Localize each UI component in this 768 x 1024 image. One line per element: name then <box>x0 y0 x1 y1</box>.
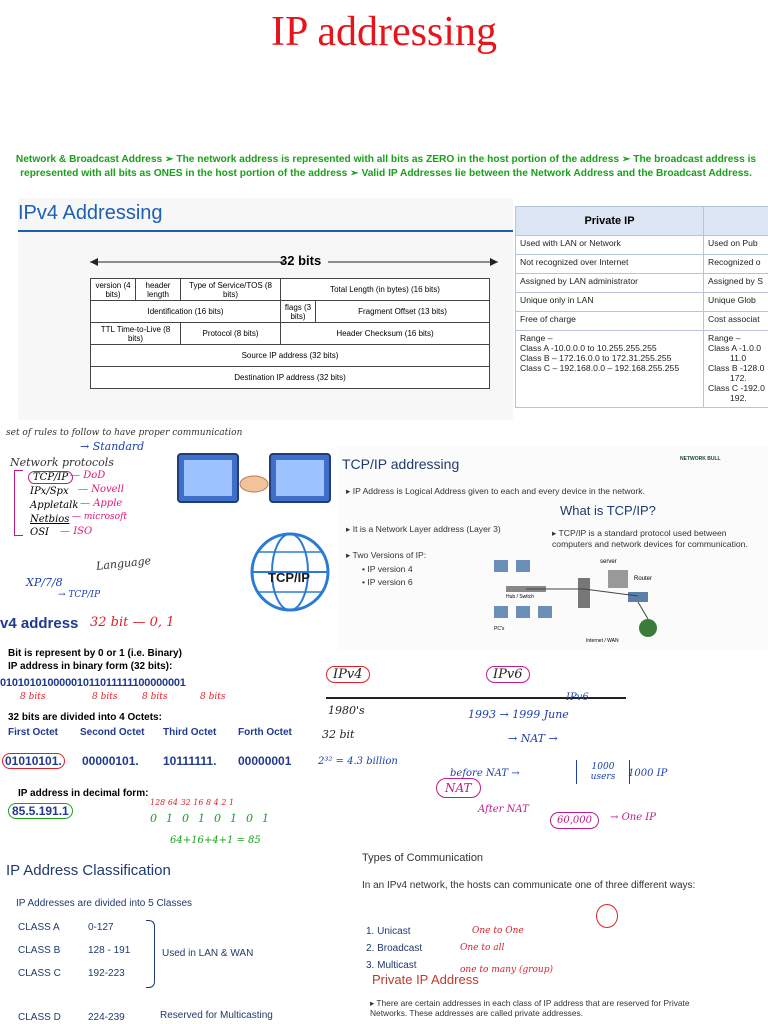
place-value: 1 <box>228 798 235 807</box>
range-line: 192. <box>730 393 747 403</box>
binary-line: Bit is represent by 0 or 1 (i.e. Binary) <box>8 648 182 659</box>
owner-label: — Novell <box>78 484 124 495</box>
tcpip-illustration <box>172 432 340 612</box>
ipv6-top-note: IPv6 <box>566 692 589 703</box>
before-nat-note: before NAT → <box>450 768 520 779</box>
owner-label: — ISO <box>60 526 93 537</box>
tcpip-slide-title: TCP/IP addressing <box>342 456 460 472</box>
classification-subtitle: IP Addresses are divided into 5 Classes <box>16 898 193 909</box>
comm-item-text: Broadcast <box>377 943 423 954</box>
nat-note: → NAT → <box>508 732 558 745</box>
byte-mark: 8 bits <box>20 692 46 702</box>
classification-title: IP Address Classification <box>6 862 171 879</box>
octet-bit: 1 <box>198 812 214 825</box>
cell-ttl: TTL Time-to-Live (8 bits) <box>91 323 181 345</box>
bullet-text: Two Versions of IP: <box>352 550 427 560</box>
byte-mark: 8 bits <box>142 692 168 702</box>
page-title: IP addressing <box>271 9 497 55</box>
protocol-item: OSI <box>30 527 49 538</box>
wan-label: Internet / WAN <box>586 638 619 644</box>
octet-bit: 1 <box>166 812 182 825</box>
decimal-label: IP address in decimal form: <box>18 788 149 799</box>
range-line: Class A -1.0.0 <box>708 343 762 353</box>
octet-bit: 0 <box>150 812 166 825</box>
class-range: 128 - 191 <box>88 945 131 956</box>
binary-value: 01010101000001011011111100000001 <box>0 677 186 689</box>
table-cell: Recognized o <box>704 255 768 274</box>
private-ip-text: ▸ There are certain addresses in each class of IP address that are reserved for Private Networks. These addresses are called private addresses. <box>370 998 690 1018</box>
standard-note: → Standard <box>80 440 145 453</box>
comm-item: 1. Unicast <box>366 926 411 937</box>
cell-version: version (4 bits) <box>91 279 136 301</box>
octet-value: 10111111. <box>163 754 217 768</box>
communication-intro: In an IPv4 network, the hosts can communicate one of three different ways: <box>362 880 696 891</box>
range-line: Class B -128.0 <box>708 363 765 373</box>
handwritten-circle <box>596 904 618 928</box>
comm-item: 2. Broadcast <box>366 943 423 954</box>
place-value: 128 <box>150 798 166 807</box>
class-range: 224-239 <box>88 1012 125 1023</box>
router-label: Router <box>634 576 653 582</box>
range-line: Class C – 192.168.0.0 – 192.168.255.255 <box>520 363 680 373</box>
network-diagram <box>488 556 668 646</box>
cell-destination-ip: Destination IP address (32 bits) <box>91 367 490 389</box>
nat-circle: NAT <box>436 778 481 798</box>
octet-bit: 0 <box>214 812 230 825</box>
table-cell: Unique only in LAN <box>516 293 704 312</box>
bullet-text: IP Address is Logical Address given to each and every device in the network. <box>352 486 645 496</box>
network-protocols-label: Network protocols <box>10 456 114 469</box>
owner-label: — Apple <box>80 498 123 509</box>
byte-mark: 8 bits <box>92 692 118 702</box>
place-value: 16 <box>193 798 204 807</box>
bullet: ▸ IP Address is Logical Address given to each and every device in the network. <box>346 486 645 496</box>
bits-note: 32 bit <box>322 728 355 741</box>
octet-value: 01010101. <box>2 753 65 769</box>
table-cell: Assigned by S <box>704 274 768 293</box>
range-line: Range – <box>520 333 553 343</box>
protocol-item: Appletalk <box>30 500 79 511</box>
ipv4-ipv6-notes <box>318 652 768 852</box>
notes-top-line: set of rules to follow to have proper communication <box>6 428 243 438</box>
octet-label: First Octet <box>8 727 59 738</box>
byte-mark: 8 bits <box>200 692 226 702</box>
octet-bit: 1 <box>230 812 246 825</box>
communication-slide <box>356 852 768 1024</box>
table-cell: Cost associat <box>704 312 768 331</box>
bullet: ▸ Two Versions of IP: <box>346 550 427 560</box>
ipv4-note: IPv4 <box>326 666 370 683</box>
cell-total-length: Total Length (in bytes) (16 bits) <box>281 279 490 301</box>
protocol-brace <box>14 470 23 536</box>
range-cell-public <box>704 331 768 408</box>
tcpip-globe-label: TCP/IP <box>268 570 310 585</box>
comm-note: One to all <box>460 943 505 953</box>
ipv4-address-heading: v4 address <box>0 615 79 632</box>
comm-item-text: Unicast <box>377 926 411 937</box>
ipv4-addressing-heading: IPv4 Addressing <box>18 202 163 224</box>
range-line: 11.0 <box>730 353 747 363</box>
cell-flags: flags (3 bits) <box>281 301 316 323</box>
octets-slide <box>0 612 322 850</box>
octet-bit: 0 <box>182 812 198 825</box>
owner-text: microsoft <box>83 512 128 522</box>
owner-label: — microsoft <box>72 512 128 522</box>
private-ip-table-panel <box>515 206 768 424</box>
what-is-tcpip: What is TCP/IP? <box>560 503 656 518</box>
place-value: 64 <box>167 798 179 807</box>
pcs-label: PC's <box>494 626 505 632</box>
octet-bit: 1 <box>262 812 278 825</box>
multicast-note: Reserved for Multicasting <box>160 1010 273 1021</box>
public-ip-header <box>704 207 768 236</box>
octet-value: 00000101. <box>82 754 139 768</box>
range-line: 172. <box>730 373 747 383</box>
place-value: 32 <box>180 798 191 807</box>
class-range: 192-223 <box>88 968 125 979</box>
table-cell: Not recognized over Internet <box>516 255 704 274</box>
classes-brace <box>146 920 155 988</box>
one-ip-text: One IP <box>621 812 656 823</box>
octet-value: 00000001 <box>238 754 292 768</box>
server-label: server <box>600 559 617 565</box>
class-name: CLASS A <box>18 922 60 933</box>
comm-note: one to many (group) <box>460 965 554 975</box>
octet-label: Third Octet <box>163 727 217 738</box>
ipv4-header-table <box>90 278 490 389</box>
communication-top: Types of Communication <box>362 852 484 864</box>
cell-fragment-offset: Fragment Offset (13 bits) <box>316 301 490 323</box>
tcpip-note: → TCP/IP <box>58 590 100 600</box>
intro-text: Network & Broadcast Address ➢ The network address is represented with all bits as ZERO in the host portion of the address ➢ The broadcast address is represented with all bits as ONES in the host portion of the address ➢ Valid IP Addresses lie between the Network Address and the Broadcast Address. <box>15 154 757 179</box>
heading-underline <box>18 230 513 232</box>
owner-text: ISO <box>73 526 93 537</box>
sub-bullet-text: IP version 4 <box>367 564 413 574</box>
owner-text: Novell <box>91 484 124 495</box>
after-value: 60,000 <box>550 812 599 829</box>
users-note: 1000 users <box>576 760 630 784</box>
table-cell: Used with LAN or Network <box>516 236 704 255</box>
owner-text: DoD <box>83 470 106 481</box>
bits-arrow <box>18 248 513 278</box>
table-cell: Free of charge <box>516 312 704 331</box>
private-public-table <box>515 206 768 408</box>
octet-bit-row <box>150 812 278 825</box>
comm-item-text: Multicast <box>377 960 417 971</box>
cell-header-length: header length <box>136 279 181 301</box>
sub-bullet: • IP version 4 <box>362 564 413 574</box>
after-nat-note: After NAT <box>478 804 529 815</box>
range-line: Class C -192.0 <box>708 383 765 393</box>
octet-sum: 64+16+4+1 = 85 <box>170 835 261 846</box>
xp-note: XP/7/8 <box>26 576 63 589</box>
year-1980: 1980's <box>328 704 365 717</box>
tcpip-note-text: TCP/IP <box>68 590 100 600</box>
binary-form-line: IP address in binary form (32 bits): <box>8 661 173 672</box>
place-value: 8 <box>206 798 212 807</box>
class-name: CLASS D <box>18 1012 61 1023</box>
range-line: Class A -10.0.0.0 to 10.255.255.255 <box>520 343 657 353</box>
place-value: 2 <box>221 798 227 807</box>
octet-label: Second Octet <box>80 727 145 738</box>
class-name: CLASS C <box>18 968 61 979</box>
hub-label: Hub / Switch <box>506 594 535 600</box>
standard-label: Standard <box>92 440 145 453</box>
private-ip-text-body: There are certain addresses in each class of IP address that are reserved for Private Networks. These addresses are called private addresses. <box>370 998 690 1018</box>
range-line: Class B – 172.16.0.0 to 172.31.255.255 <box>520 353 672 363</box>
ip-note: 1000 IP <box>628 768 668 779</box>
protocol-item: Netbios <box>30 514 70 525</box>
octets-line: 32 bits are divided into 4 Octets: <box>8 712 162 723</box>
years-note: 1993 → 1999 June <box>468 708 569 721</box>
count-note: 2³² = 4.3 billion <box>318 756 398 767</box>
cell-identification: Identification (16 bits) <box>91 301 281 323</box>
ipv4-addressing-panel <box>18 198 513 420</box>
heading-note: 32 bit — 0, 1 <box>90 615 175 630</box>
comm-item: 3. Multicast <box>366 960 417 971</box>
octet-bit: 0 <box>246 812 262 825</box>
protocol-item: TCP/IP <box>28 471 73 484</box>
table-cell: Used on Pub <box>704 236 768 255</box>
tcpip-slide <box>338 446 768 651</box>
owner-label: — DoD <box>70 470 106 481</box>
place-value-row <box>150 798 234 807</box>
cell-protocol: Protocol (8 bits) <box>181 323 281 345</box>
tcpip-answer-text: TCP/IP is a standard protocol used between computers and network devices for communication. <box>552 528 748 549</box>
classification-slide <box>0 852 350 1024</box>
ipv6-note: IPv6 <box>486 666 530 683</box>
cell-checksum: Header Checksum (16 bits) <box>281 323 490 345</box>
protocol-item: IPx/Spx <box>30 486 69 497</box>
bits-label: 32 bits <box>280 253 322 268</box>
private-ip-header: Private IP <box>516 207 704 236</box>
range-line: Range – <box>708 333 741 343</box>
decimal-value: 85.5.191.1 <box>8 803 73 819</box>
owner-text: Apple <box>93 498 123 509</box>
bullet: ▸ It is a Network Layer address (Layer 3) <box>346 524 501 534</box>
class-name: CLASS B <box>18 945 61 956</box>
tcpip-answer: ▸ TCP/IP is a standard protocol used between computers and network devices for communication. <box>552 528 748 549</box>
one-ip-note: → One IP <box>610 812 656 823</box>
place-value: 4 <box>213 798 219 807</box>
sub-bullet-text: IP version 6 <box>367 577 413 587</box>
logo: NETWORK BULL <box>680 456 721 462</box>
comm-note: One to One <box>472 926 524 936</box>
range-cell-private <box>516 331 704 408</box>
used-in-note: Used in LAN & WAN <box>162 948 254 959</box>
protocol-notes-panel <box>0 424 340 616</box>
class-range: 0-127 <box>88 922 114 933</box>
octet-label: Forth Octet <box>238 727 292 738</box>
table-cell: Unique Glob <box>704 293 768 312</box>
private-ip-title: Private IP Address <box>372 972 479 987</box>
bullet-text: It is a Network Layer address (Layer 3) <box>352 524 501 534</box>
table-cell: Assigned by LAN administrator <box>516 274 704 293</box>
sub-bullet: • IP version 6 <box>362 577 413 587</box>
language-note: Language <box>95 554 152 573</box>
cell-tos: Type of Service/TOS (8 bits) <box>181 279 281 301</box>
cell-source-ip: Source IP address (32 bits) <box>91 345 490 367</box>
